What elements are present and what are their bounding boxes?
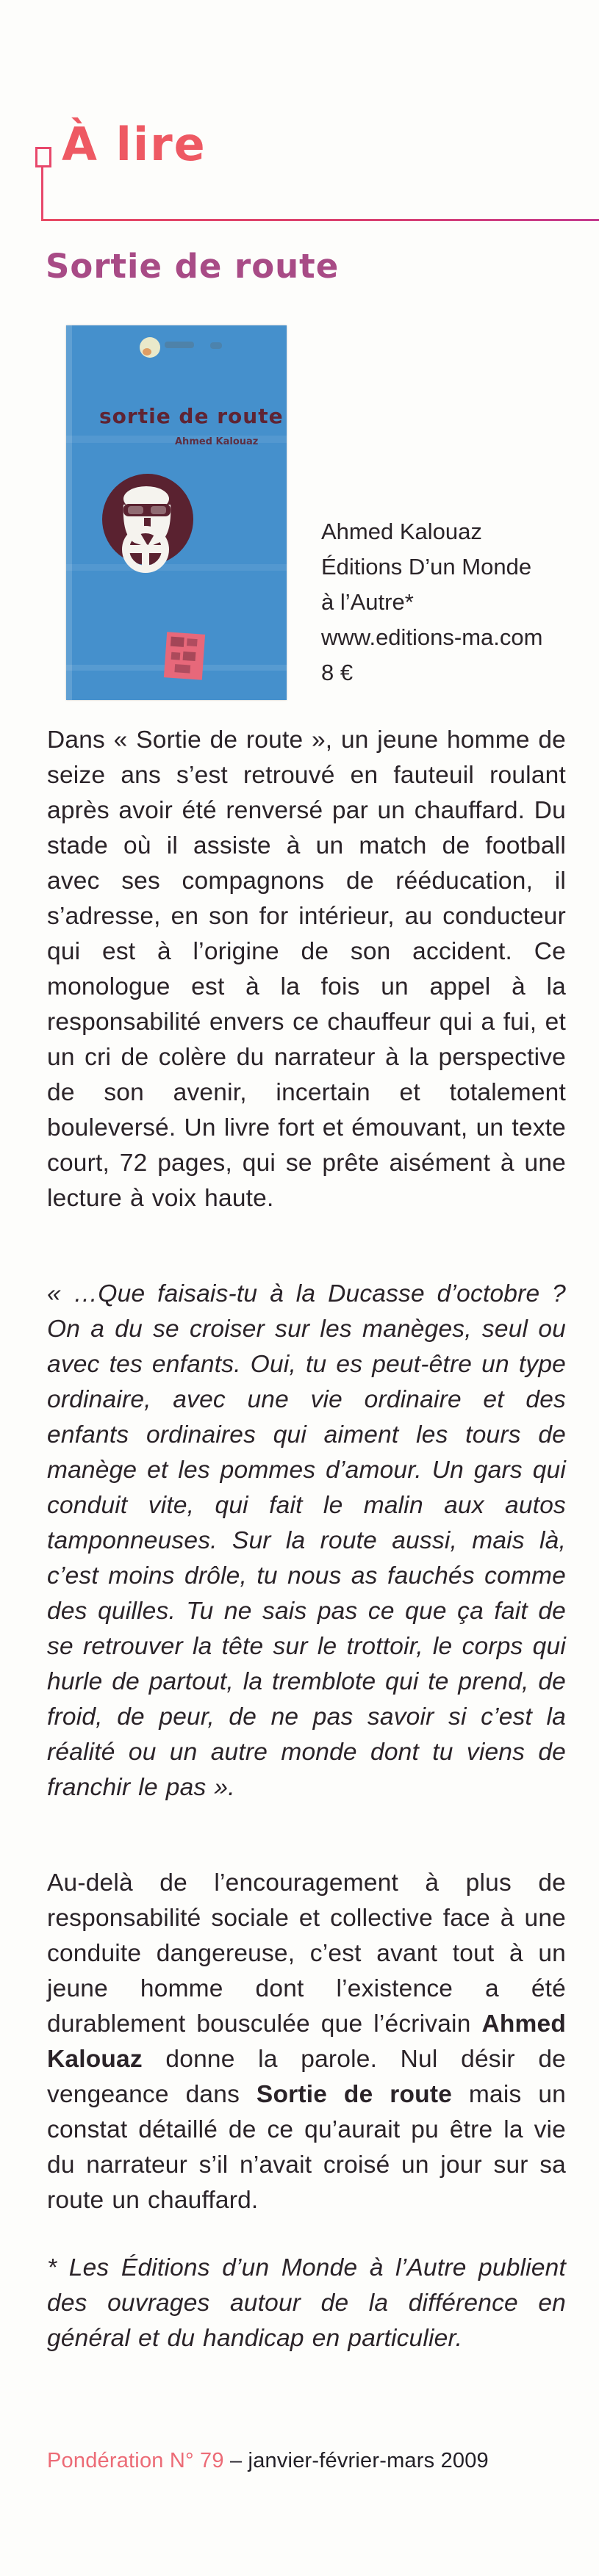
analysis-text-1: Au-delà de l’encouragement à plus de responsabilité sociale et collective face à une conduite dangereuse, c’est avant tout à un jeune homme dont l’existence a été durablement bousculée que l’écrivain	[47, 1869, 566, 2038]
article-title: Sortie de route	[46, 247, 340, 286]
analysis-text-2: donne la parole. Nul désir de vengeance dans	[47, 2046, 566, 2108]
cover-author: Ahmed Kalouaz	[175, 436, 259, 447]
publisher-footnote: * Les Éditions d’un Monde à l’Autre publient des ouvrages autour de la différence en général et du handicap en particulier.	[47, 2254, 566, 2352]
cover-title: sortie de route	[99, 404, 284, 428]
journal-name: Pondération N° 79	[47, 2449, 224, 2472]
issue-date: – janvier-février-mars 2009	[223, 2449, 489, 2472]
review-paragraph: Dans « Sortie de route », un jeune homme de seize ans s’est retrouvé en fauteuil roulant après avoir été renversé par un chauffard. Du stade où il assiste à un match de football avec ses compagnons de rééducation, il s’adresse, en son for intérieur, au conducteur qui est à l’origine de son accident. Ce monologue est à la fois un appel à la responsabilité envers ce chauffeur qui a fui, et un cri de colère du narrateur à la perspective de son avenir, incertain et totalement bouleversé. Un livre fort et émouvant, un texte court, 72 pages, qui se prête aisément à une lecture à voix haute.	[47, 726, 566, 1212]
price-sticker	[164, 632, 205, 679]
book-info-line-publisher: Éditions D’un Monde	[321, 554, 532, 580]
section-connector-line	[41, 167, 43, 220]
book-info-line-publisher2: à l’Autre*	[321, 589, 414, 615]
book-title-bold: Sortie de route	[256, 2081, 453, 2108]
author-name-bold: Ahmed Kalouaz	[47, 2010, 566, 2073]
section-title: À lire	[62, 118, 207, 171]
excerpt-quote: « …Que faisais-tu à la Ducasse d’octobre ? On a du se croiser sur les manèges, seul ou avec tes enfants. Oui, tu es peut-être un type ordinaire, avec une vie ordinaire et des enfants ordinaires qui aiment les tours de manège et les pommes d’amour. Un gars qui conduit vite, qui fait le malin aux autos tamponneuses. Sur la route aussi, mais là, c’est moins drôle, tu nous as fauchés comme des quilles. Tu ne sais pas ce que ça fait de se retrouver la tête sur le trottoir, le corps qui hurle de partout, la tremblote qui te prend, de froid, de peur, de ne pas savoir si c’est la réalité ou un autre monde dont tu viens de franchir le pas ».	[47, 1280, 566, 1801]
book-publisher-info	[321, 514, 542, 690]
book-info-line-website: www.editions-ma.com	[321, 624, 543, 650]
analysis-text-3: mais un constat détaillé de ce qu’aurait pu être la vie du narrateur s’il n’avait croisé un jour sur sa route un chauffard.	[47, 2081, 566, 2214]
section-marker-square-icon	[35, 147, 51, 167]
page-footer	[47, 2449, 489, 2473]
book-info-line-price: 8 €	[321, 660, 354, 685]
book-info-line-author: Ahmed Kalouaz	[321, 519, 482, 544]
analysis-paragraph	[47, 1866, 566, 2218]
book-cover-image	[66, 325, 287, 700]
section-rule	[41, 219, 599, 221]
